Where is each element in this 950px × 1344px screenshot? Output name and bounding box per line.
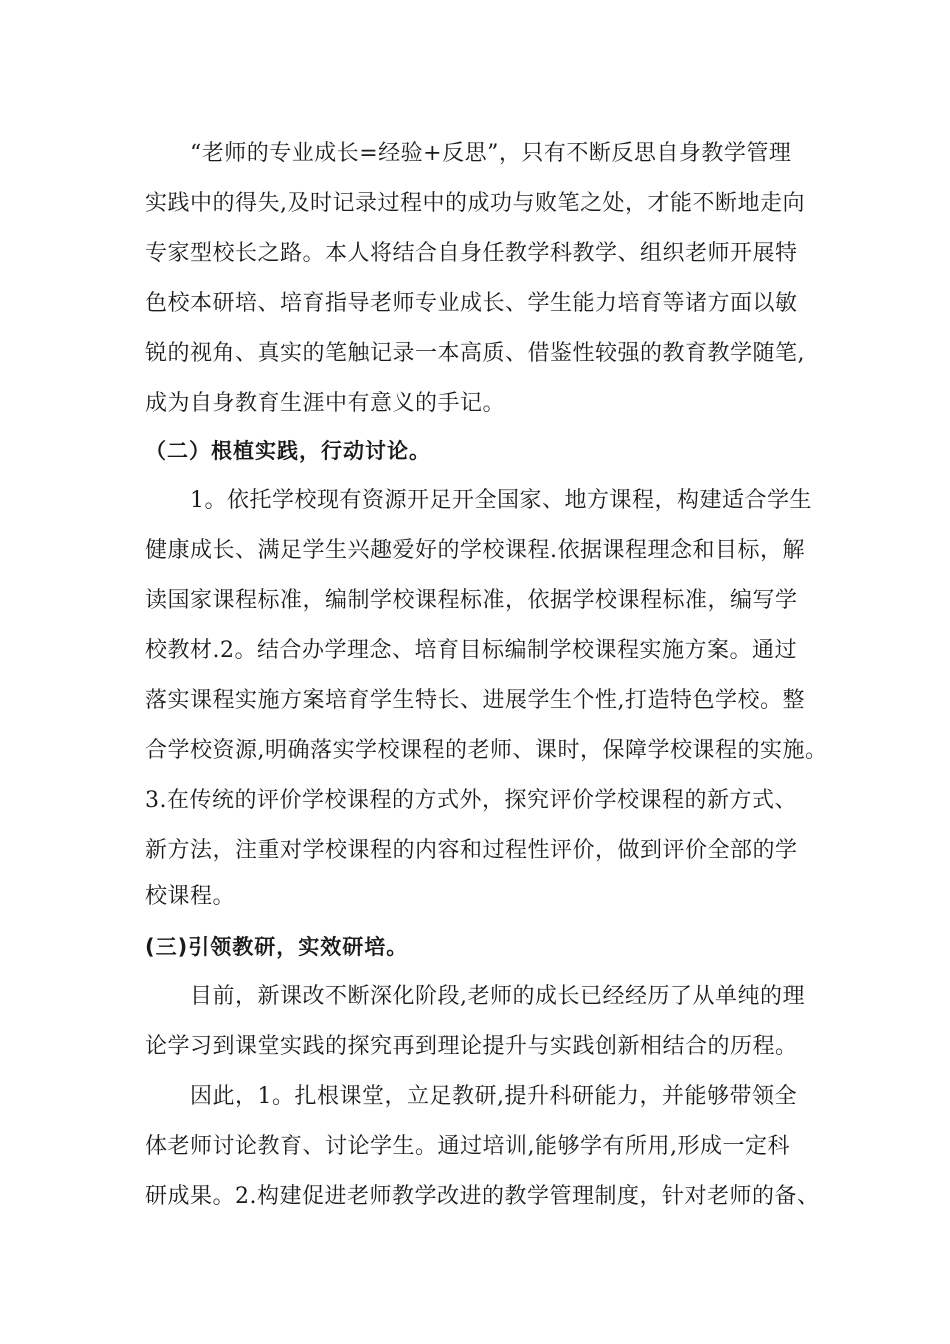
paragraph-line: 合学校资源,明确落实学校课程的老师、课时，保障学校课程的实施。 (145, 738, 828, 763)
paragraph-line: 专家型校长之路。本人将结合自身任教学科教学、组织老师开展特 (145, 241, 798, 266)
paragraph-line: 成为自身教育生涯中有意义的手记。 (145, 391, 506, 416)
paragraph-line: 3.在传统的评价学校课程的方式外，探究评价学校课程的新方式、 (145, 788, 797, 813)
paragraph-line: 研成果。2.构建促进老师教学改进的教学管理制度，针对老师的备、 (145, 1184, 820, 1209)
paragraph-line: 因此，1。扎根课堂，立足教研,提升科研能力，并能够带领全 (190, 1084, 797, 1109)
paragraph-line: 校课程。 (145, 884, 236, 909)
paragraph-line: 校教材.2。结合办学理念、培育目标编制学校课程实施方案。通过 (145, 638, 797, 663)
paragraph-line: 新方法，注重对学校课程的内容和过程性评价，做到评价全部的学 (145, 838, 798, 863)
paragraph-line: 1。依托学校现有资源开足开全国家、地方课程，构建适合学生 (190, 488, 812, 513)
paragraph-line: 锐的视角、真实的笔触记录一本高质、借鉴性较强的教育教学随笔, (145, 341, 805, 366)
paragraph-line: 实践中的得失,及时记录过程中的成功与败笔之处，才能不断地走向 (145, 191, 805, 216)
paragraph-line: 读国家课程标准，编制学校课程标准，依据学校课程标准，编写学 (145, 588, 798, 613)
section-heading: （二）根植实践，行动讨论。 (145, 439, 431, 463)
paragraph-line: “老师的专业成长=经验+反思”，只有不断反思自身教学管理 (190, 141, 792, 166)
paragraph-line: 色校本研培、培育指导老师专业成长、学生能力培育等诸方面以敏 (145, 291, 798, 316)
paragraph-line: 体老师讨论教育、讨论学生。通过培训,能够学有所用,形成一定科 (145, 1134, 790, 1159)
paragraph-line: 健康成长、满足学生兴趣爱好的学校课程.依据课程理念和目标，解 (145, 538, 805, 563)
section-heading: (三)引领教研，实效研培。 (145, 935, 409, 959)
paragraph-line: 目前，新课改不断深化阶段,老师的成长已经经历了从单纯的理 (190, 984, 805, 1009)
paragraph-line: 论学习到课堂实践的探究再到理论提升与实践创新相结合的历程。 (145, 1034, 798, 1059)
paragraph-line: 落实课程实施方案培育学生特长、进展学生个性,打造特色学校。整 (145, 688, 805, 713)
